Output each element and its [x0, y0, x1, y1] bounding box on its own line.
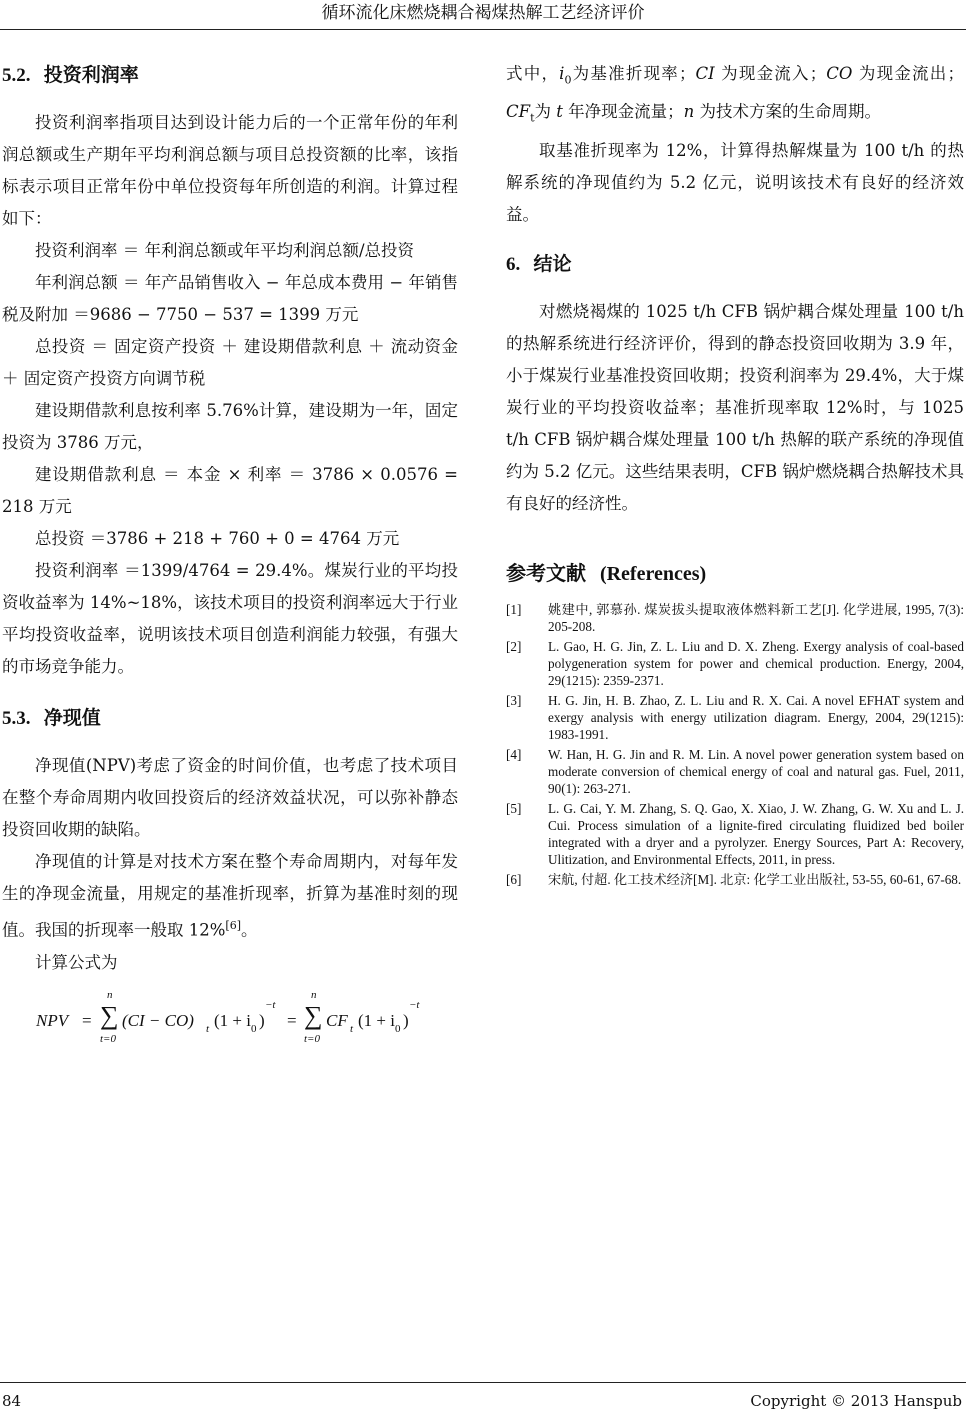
paragraph: 净现值(NPV)考虑了资金的时间价值，也考虑了技术项目在整个寿命周期内收回投资后的经济效益状况，可以弥补静态投资回收期的缺陷。	[2, 756, 458, 839]
section-heading-5-2: 5.2. 投资利润率	[2, 64, 139, 86]
section-heading-6: 6. 结论	[506, 252, 572, 275]
running-head: 循环流化床燃烧耦合褐煤热解工艺经济评价	[321, 3, 645, 23]
right-column	[506, 58, 964, 891]
references-heading: 参考文献 (References)	[506, 560, 707, 585]
citation[interactable]: [6]	[225, 919, 242, 932]
paragraph: 投资利润率 ＝ 年利润总额或年平均利润总额/总投资	[35, 241, 415, 260]
reference-list	[506, 601, 964, 888]
paragraph: 投资利润率 ＝1399/4764 = 29.4%。煤炭行业的平均投资收益率为 14%~18%，该技术项目的投资利润率远大于行业平均投资收益率，说明该技术项目创造利润能力较强，有强大的市场竞争能力。	[2, 561, 458, 676]
reference-item: [1] 姚建中, 郭慕孙. 煤炭拔头提取液体燃料新工艺[J]. 化学进展, 1995, 7(3): 205-208.	[506, 601, 964, 634]
page-number: 84	[2, 1392, 22, 1410]
left-column	[2, 58, 458, 1049]
npv-formula: NPV = n ∑ t=0 (CI − CO) t (1 + i 0 ) −t = n ∑ t=0 CF t (1 + i 0 ) −t	[36, 988, 420, 1045]
copyright: Copyright © 2013 Hanspub	[750, 1392, 962, 1410]
footer-rule	[0, 1382, 966, 1383]
paragraph: 对燃烧褐煤的 1025 t/h CFB 锅炉耦合煤处理量 100 t/h 的热解系统进行经济评价，得到的静态投资回收期为 3.9 年，小于煤炭行业基准投资回收期；投资利润率为 29.4%，大于煤炭行业的平均投资收益率；基准折现率取 12%时，与 1025 t/h CFB 锅炉耦合煤处理量 100 t/h 热解的联产系统的净现值约为 5.2 亿元。这些结果表明，CFB 锅炉燃烧耦合热解技术具有良好的经济性。	[506, 301, 964, 513]
paragraph: 投资利润率指项目达到设计能力后的一个正常年份的年利润总额或生产期年平均利润总额与项目总投资额的比率，该指标表示项目正常年份中单位投资每年所创造的利润。计算过程如下：	[2, 113, 458, 228]
paragraph: 建设期借款利息 ＝ 本金 × 利率 ＝ 3786 × 0.0576 = 218 万元	[2, 465, 458, 516]
header-rule	[0, 29, 966, 30]
paragraph: 计算公式为	[35, 952, 118, 972]
reference-item: [2] L. Gao, H. G. Jin, Z. L. Liu and D. X. Zheng. Exergy analysis of coal-based polygeneration system for power and chemical production. Energy, 2004, 29(1215): 2359-2371.	[506, 638, 964, 688]
paragraph: 总投资 ＝3786 + 218 + 760 + 0 = 4764 万元	[35, 529, 400, 548]
section-heading-5-3: 5.3. 净现值	[2, 707, 101, 729]
paragraph: 建设期借款利息按利率 5.76%计算，建设期为一年，固定投资为 3786 万元，	[2, 401, 458, 452]
reference-item: [3] H. G. Jin, H. B. Zhao, Z. L. Liu and R. X. Cai. A novel EFHAT system and exergy analysis with energy utilization diagram. Energy, 2004, 29(1215): 1983-1991.	[506, 692, 964, 742]
reference-item: [4] W. Han, H. G. Jin and R. M. Lin. A novel power generation system based on moderate conversion of chemical energy of coal and natural gas. Fuel, 2011, 90(1): 263-271.	[506, 746, 964, 796]
paragraph: 总投资 ＝ 固定资产投资 ＋ 建设期借款利息 ＋ 流动资金 ＋ 固定资产投资方向调节税	[2, 337, 458, 388]
paragraph: 净现值的计算是对技术方案在整个寿命周期内，对每年发生的净现金流量，用规定的基准折现率，折算为基准时刻的现值。我国的折现率一般取 12%[6]。	[2, 852, 458, 940]
paragraph: 年利润总额 ＝ 年产品销售收入 − 年总成本费用 − 年销售税及附加 ＝9686 − 7750 − 537 = 1399 万元	[2, 273, 458, 324]
reference-item: [5] L. G. Cai, Y. M. Zhang, S. Q. Gao, X. Xiao, J. W. Zhang, G. W. Xu and L. J. Cui. Process simulation of a lignite-fired circulating fluidized bed boiler integrated with a dryer and a pyrolyzer. Energy Sources, Part A: Recovery, Ulitization, and Environmental Effects, 2011, in press.	[506, 800, 964, 867]
reference-item: [6] 宋航, 付超. 化工技术经济[M]. 北京: 化学工业出版社, 53-55, 60-61, 67-68.	[506, 871, 962, 887]
paragraph: 取基准折现率为 12%，计算得热解煤量为 100 t/h 的热解系统的净现值约为 5.2 亿元，说明该技术有良好的经济效益。	[506, 140, 964, 224]
paragraph: 式中，$i_0$为基准折现率；CI 为现金流入；CO 为现金流出；$CF_t$为 t 年净现金流量；n 为技术方案的生命周期。	[506, 64, 965, 125]
